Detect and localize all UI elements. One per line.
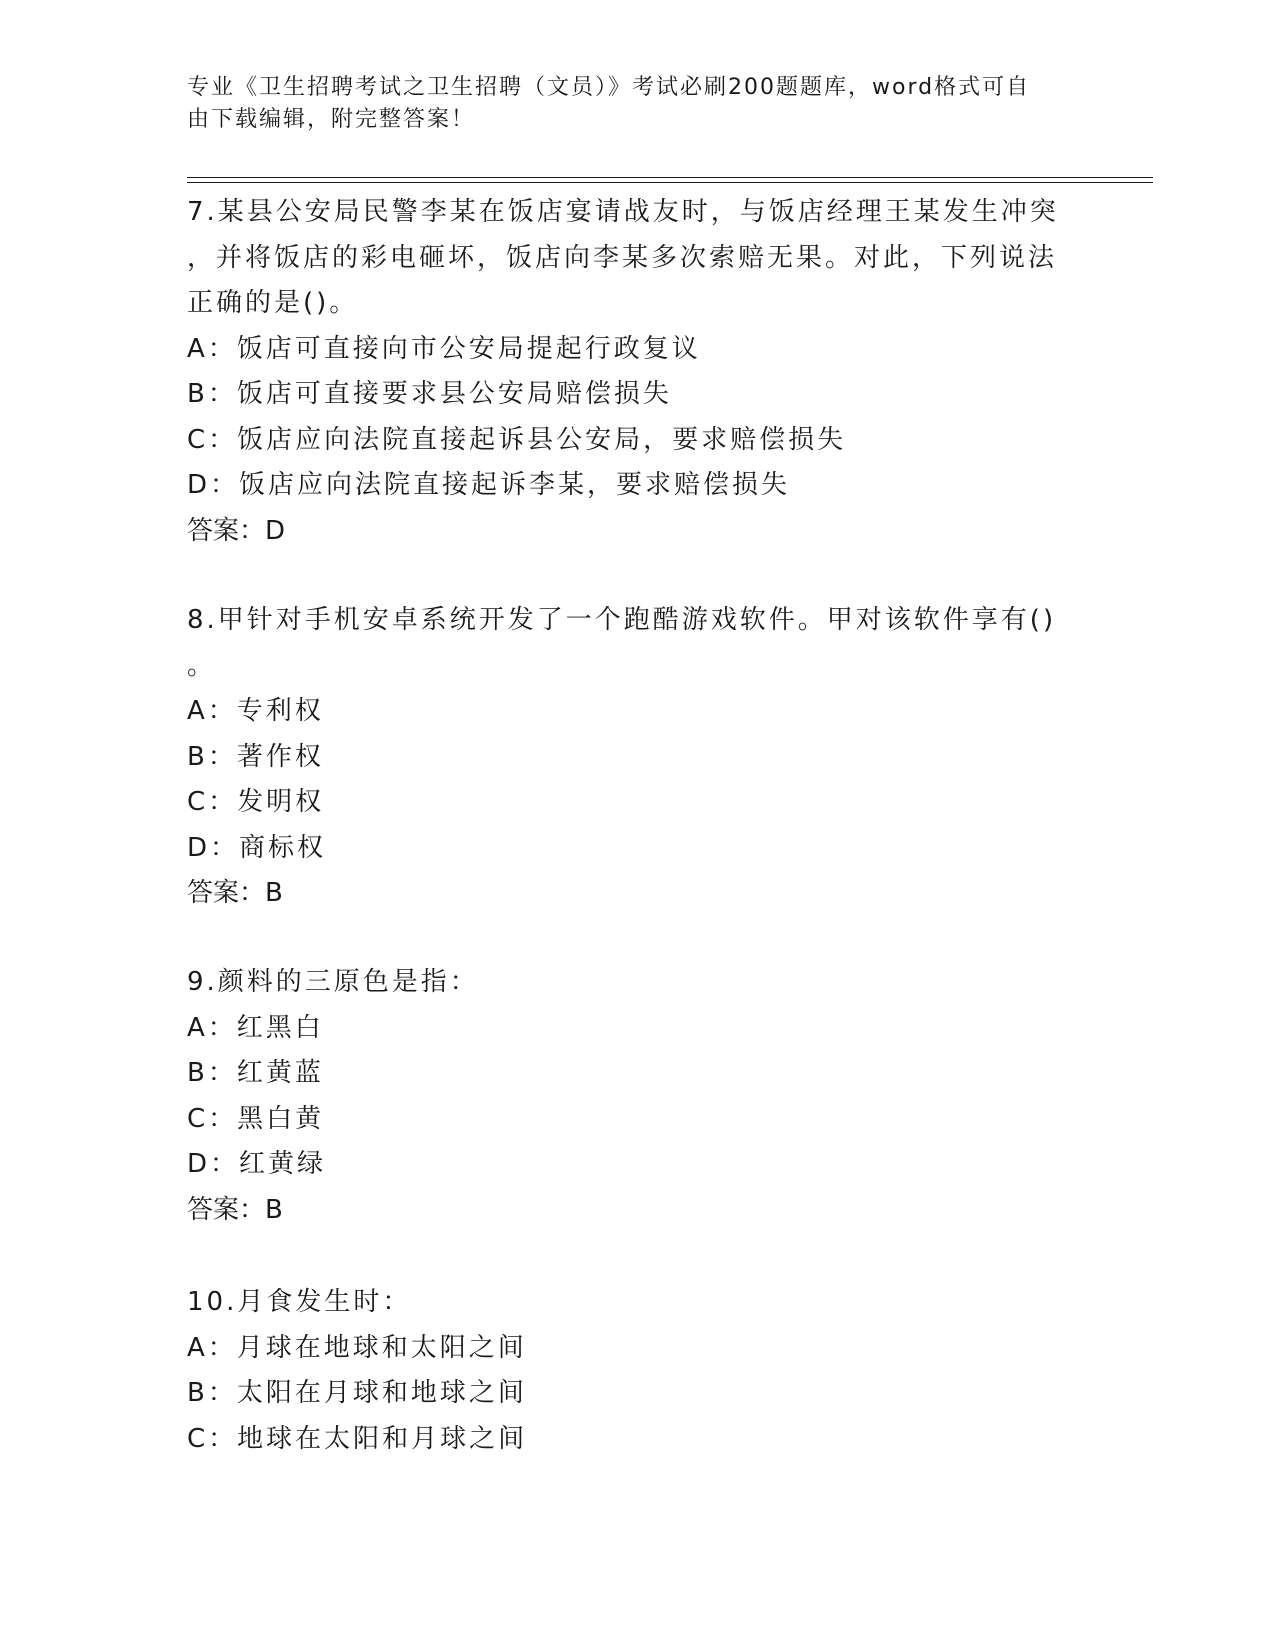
- option-a: A：月球在地球和太阳之间: [187, 1332, 527, 1363]
- option-c: C：地球在太阳和月球之间: [187, 1423, 528, 1454]
- option-a: A：专利权: [187, 696, 324, 726]
- question-text-line: 10.月食发生时：: [187, 1287, 412, 1317]
- option-c: C：饭店应向法院直接起诉县公安局，要求赔偿损失: [187, 424, 847, 455]
- question-text-line: 正确的是()。: [187, 288, 359, 318]
- option-a: A：饭店可直接向市公安局提起行政复议: [187, 333, 701, 364]
- document-header: [187, 72, 1067, 136]
- option-b: B：著作权: [187, 741, 324, 772]
- option-b: B：饭店可直接要求县公安局赔偿损失: [187, 379, 672, 409]
- question-text-line: ，并将饭店的彩电砸坏，饭店向李某多次索赔无果。对此，下列说法: [187, 242, 1058, 273]
- header-divider-top: [187, 177, 1153, 178]
- answer: 答案：D: [187, 515, 286, 546]
- option-d: D：红黄绿: [187, 1149, 327, 1179]
- option-b: B：太阳在月球和地球之间: [187, 1378, 527, 1408]
- question-7: [187, 190, 1067, 554]
- question-9: [187, 960, 1067, 1233]
- header-divider-bottom: [187, 182, 1153, 183]
- question-10: [187, 1280, 1067, 1462]
- question-text-line: 9.颜料的三原色是指：: [187, 967, 479, 997]
- question-8: [187, 598, 1067, 917]
- question-text-line: 8.甲针对手机安卓系统开发了一个跑酷游戏软件。甲对该软件享有(): [187, 605, 1057, 635]
- answer: 答案：B: [187, 878, 283, 908]
- option-d: D：饭店应向法院直接起诉李某，要求赔偿损失: [187, 470, 791, 500]
- option-d: D：商标权: [187, 832, 327, 863]
- header-line-2: 由下载编辑，附完整答案！: [187, 107, 476, 132]
- answer: 答案：B: [187, 1194, 283, 1225]
- question-text-line: 。: [187, 650, 217, 681]
- option-c: C：黑白黄: [187, 1103, 325, 1134]
- question-text-line: 7.某县公安局民警李某在饭店宴请战友时，与饭店经理王某发生冲突: [187, 197, 1059, 227]
- option-b: B：红黄蓝: [187, 1058, 324, 1088]
- header-line-1: 专业《卫生招聘考试之卫生招聘（文员）》考试必刷200题题库，word格式可自: [187, 75, 1031, 100]
- option-c: C：发明权: [187, 787, 325, 817]
- option-a: A：红黑白: [187, 1012, 324, 1043]
